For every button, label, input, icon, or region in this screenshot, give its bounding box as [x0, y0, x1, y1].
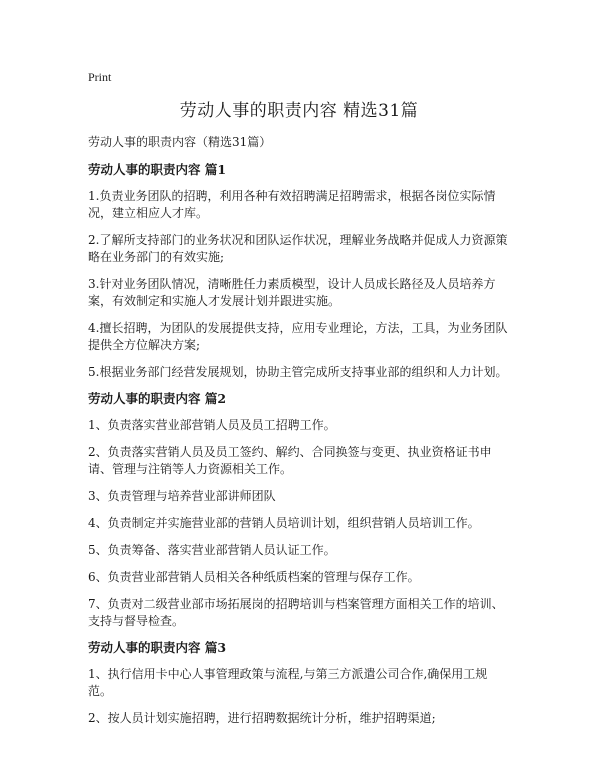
section-1 — [88, 162, 510, 381]
paragraph: 3.针对业务团队情况，清晰胜任力素质模型，设计人员成长路径及人员培养方案，有效制定和实施人才发展计划并跟进实施。 — [88, 277, 496, 308]
paragraph: 2.了解所支持部门的业务状况和团队运作状况，理解业务战略并促成人力资源策略在业务部门的有效实施; — [88, 233, 508, 264]
section-3 — [88, 640, 510, 727]
paragraph: 4.擅长招聘，为团队的发展提供支持，应用专业理论，方法，工具，为业务团队提供全方位解决方案; — [88, 321, 508, 352]
paragraph: 5.根据业务部门经营发展规划，协助主管完成所支持事业部的组织和人力计划。 — [88, 365, 508, 379]
paragraph: 1、负责落实营业部营销人员及员工招聘工作。 — [88, 418, 336, 432]
section-2 — [88, 391, 510, 630]
paragraph: 6、负责营业部营销人员相关各种纸质档案的管理与保存工作。 — [88, 570, 420, 584]
paragraph: 4、负责制定并实施营业部的营销人员培训计划，组织营销人员培训工作。 — [88, 516, 480, 530]
paragraph: 1.负责业务团队的招聘，利用各种有效招聘满足招聘需求，根据各岗位实际情况，建立相应人才库。 — [88, 189, 496, 220]
paragraph: 3、负责管理与培养营业部讲师团队 — [88, 489, 276, 503]
paragraph: 1、执行信用卡中心人事管理政策与流程,与第三方派遣公司合作,确保用工规范。 — [88, 667, 488, 698]
document-title: 劳动人事的职责内容 精选31篇 — [179, 101, 419, 121]
paragraph: 2、按人员计划实施招聘，进行招聘数据统计分析，维护招聘渠道; — [88, 711, 436, 725]
paragraph: 2、负责落实营销人员及员工签约、解约、合同换签与变更、执业资格证书申请、管理与注销等人力资源相关工作。 — [88, 445, 492, 476]
section-heading: 劳动人事的职责内容 篇3 — [88, 640, 227, 655]
section-heading: 劳动人事的职责内容 篇1 — [88, 162, 227, 177]
print-label: Print — [88, 70, 112, 84]
document-subtitle: 劳动人事的职责内容（精选31篇） — [88, 135, 272, 149]
section-heading: 劳动人事的职责内容 篇2 — [88, 391, 227, 406]
paragraph: 7、负责对二级营业部市场拓展岗的招聘培训与档案管理方面相关工作的培训、支持与督导检查。 — [88, 597, 504, 628]
paragraph: 5、负责筹备、落实营业部营销人员认证工作。 — [88, 543, 336, 557]
